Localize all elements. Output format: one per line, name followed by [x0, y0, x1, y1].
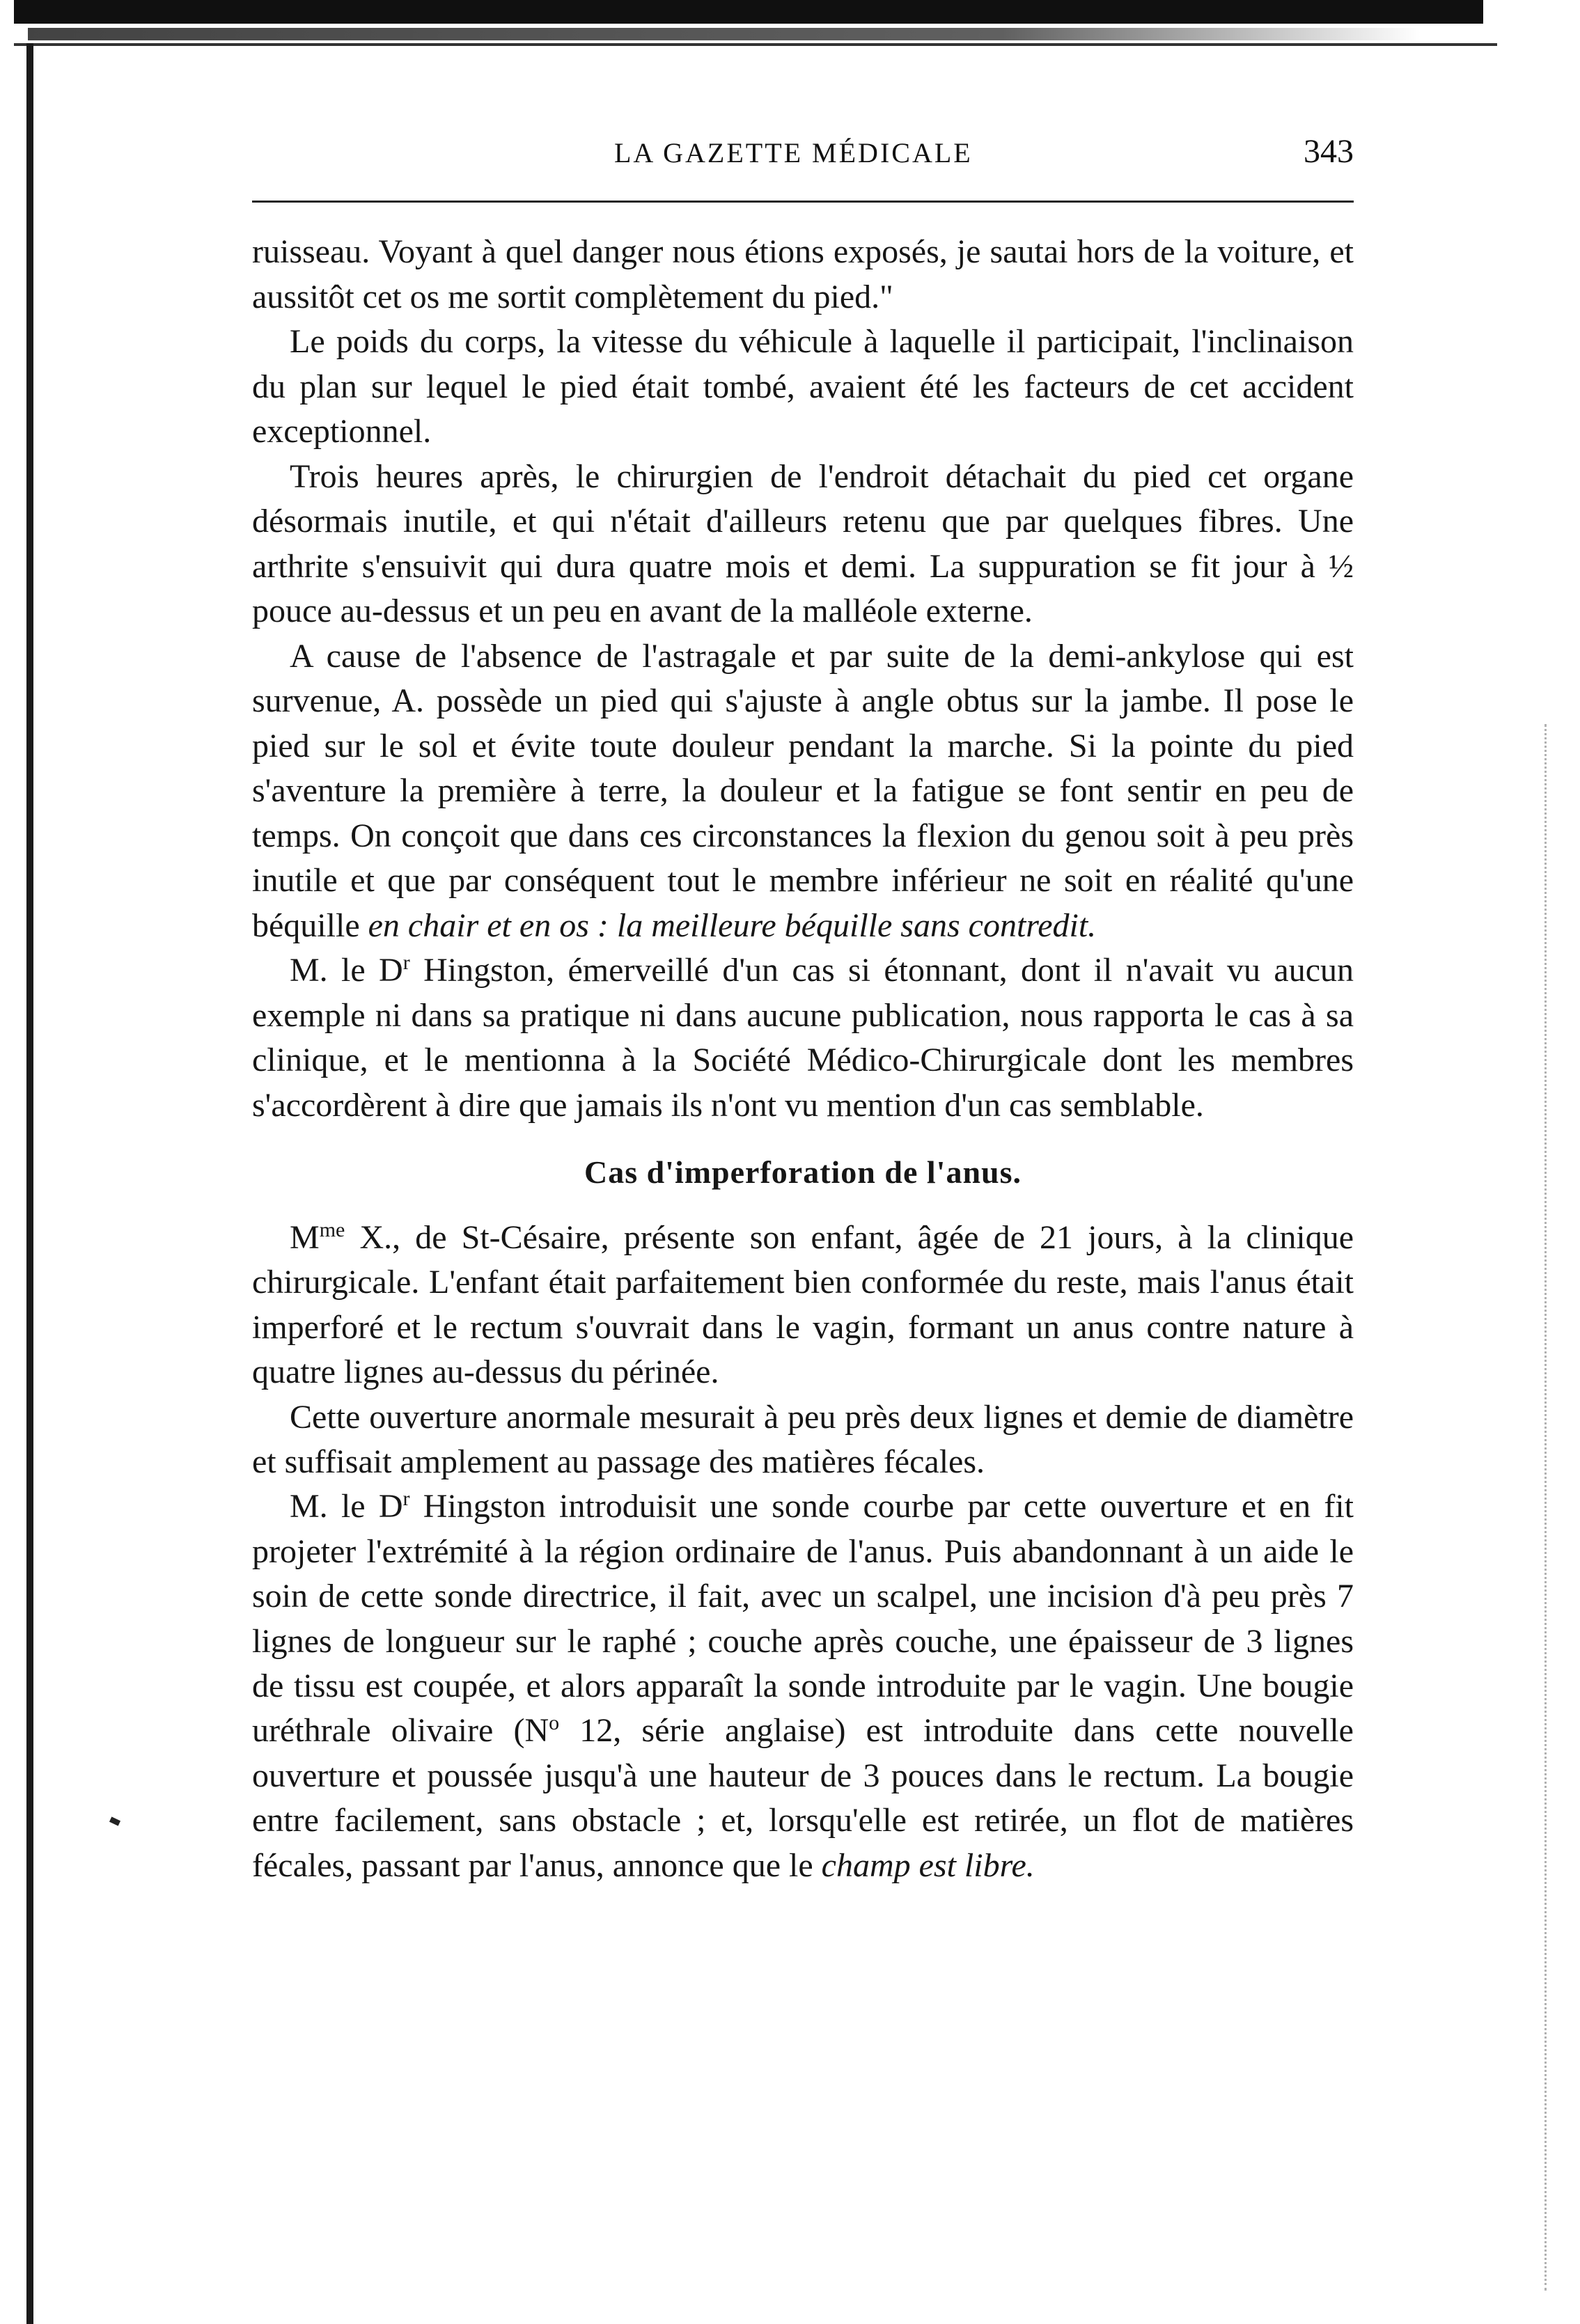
running-title: LA GAZETTE MÉDICALE	[614, 137, 973, 168]
paragraph-text: M. le D	[290, 952, 403, 989]
page-header	[252, 132, 1354, 181]
paragraph-text: Hingston introduisit une sonde courbe par cette ouverture et en fit projeter l'extrémité à la région ordinaire de l'anus. Puis abandonnant à un aide le soin de cette sonde directrice, il fait, avec un scalpel, une incision d'à peu près 7 lignes de longueur sur le raphé ; couche après couche, une épaisseur de 3 lignes de tissu est coupée, et alors apparaît la sonde introduite par le vagin. Une bougie uréthrale olivaire (N	[252, 1488, 1354, 1750]
paragraph-text: M. le D	[290, 1488, 403, 1525]
text-body	[252, 230, 1354, 1888]
paragraph	[252, 1216, 1354, 1395]
scan-top-edge-fade	[28, 28, 1421, 40]
paragraph-text: A cause de l'absence de l'astragale et par suite de la demi-ankylose qui est survenue, A. possède un pied qui s'ajuste à angle obtus sur la jambe. Il pose le pied sur le sol et évite toute douleur pendant la marche. Si la pointe du pied s'aventure la première à terre, la douleur et la fatigue se font sentir en peu de temps. On conçoit que dans ces circonstances la flexion du genou soit à peu près inutile et que par conséquent tout le membre inférieur ne soit en réalité qu'une béquille	[252, 637, 1354, 944]
scan-top-edge	[14, 0, 1483, 24]
paragraph	[252, 634, 1354, 949]
superscript: me	[319, 1218, 345, 1241]
header-rule	[252, 201, 1354, 203]
paragraph-text: 12, série anglaise) est introduite dans cette nouvelle ouverture et poussée jusqu'à une hauteur de 3 pouces dans le rectum. La bougie entre facilement, sans obstacle ; et, lorsqu'elle est retirée, un flot de matières fécales, passant par l'anus, annonce que le	[252, 1712, 1354, 1884]
paragraph-text: M	[290, 1219, 320, 1256]
margin-mark	[109, 1816, 120, 1826]
paragraph	[252, 948, 1354, 1128]
paragraph	[252, 1484, 1354, 1888]
scan-top-line	[14, 43, 1497, 46]
paragraph: ruisseau. Voyant à quel danger nous étions exposés, je sautai hors de la voiture, et aussitôt cet os me sortit complètement du pied."	[252, 233, 1354, 315]
scan-binding-edge	[26, 43, 33, 2324]
italic-phrase: champ est libre.	[821, 1846, 1035, 1884]
paragraph: Cette ouverture anormale mesurait à peu près deux lignes et demie de diamètre et suffisait amplement au passage des matières fécales.	[252, 1398, 1354, 1481]
scan-right-specks	[1544, 724, 1549, 2291]
paragraph: Le poids du corps, la vitesse du véhicule à laquelle il participait, l'inclinaison du plan sur lequel le pied était tombé, avaient été les facteurs de cet accident exceptionnel.	[252, 323, 1354, 450]
page-number: 343	[1304, 133, 1354, 170]
paragraph-text: Hingston, émerveillé d'un cas si étonnant, dont il n'avait vu aucun exemple ni dans sa pratique ni dans aucune publication, nous rapporta le cas à sa clinique, et le mentionna à la Société Médico-Chirurgicale dont les membres s'accordèrent à dire que jamais ils n'ont vu mention d'un cas semblable.	[252, 952, 1354, 1124]
paragraph: Trois heures après, le chirurgien de l'endroit détachait du pied cet organe désormais inutile, et qui n'était d'ailleurs retenu que par quelques fibres. Une arthrite s'ensuivit qui dura quatre mois et demi. La suppuration se fit jour à ½ pouce au-dessus et un peu en avant de la malléole externe.	[252, 457, 1354, 629]
section-title: Cas d'imperforation de l'anus.	[584, 1154, 1022, 1190]
italic-phrase: en chair et en os : la meilleure béquille sans contredit.	[368, 906, 1097, 944]
section-body	[252, 1216, 1354, 1888]
superscript: r	[402, 1487, 410, 1511]
superscript: o	[549, 1711, 560, 1735]
superscript: r	[402, 951, 410, 974]
paragraph-text: X., de St-Césaire, présente son enfant, âgée de 21 jours, à la clinique chirurgicale. L'enfant était parfaitement bien conformée du reste, mais l'anus était imperforé et le rectum s'ouvrait dans le vagin, formant un anus contre nature à quatre lignes au-dessus du périnée.	[252, 1219, 1354, 1391]
